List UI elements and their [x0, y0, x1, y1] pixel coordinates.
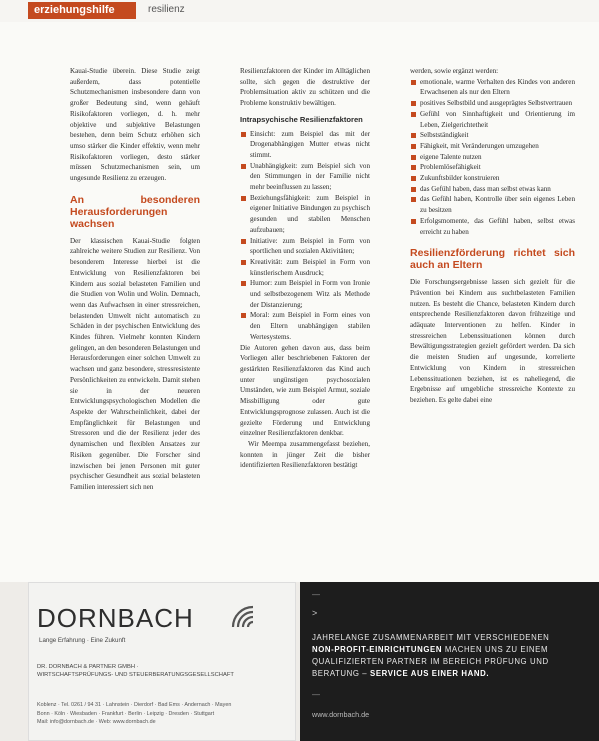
list-item: Fähigkeit, mit Veränderungen umzugehen [410, 141, 575, 152]
list-item: emotionale, warme Verhalten des Kindes von anderen Erwachsenen als nur den Eltern [410, 77, 575, 98]
resilience-factor-list [240, 129, 370, 343]
claim-highlight: NON-PROFIT-EINRICHTUNGEN [312, 645, 443, 654]
list-item: positives Selbstbild und ausgeprägtes Selbstvertrauen [410, 98, 575, 109]
contact-line: Mail: info@dornbach.de · Web: www.dornbach.de [37, 719, 156, 725]
col1-body: Der klassischen Kauai-Studie folgten zahlreiche weitere Studien zur Resilienz. Von besonderem Interesse hierbei ist die Entwicklung von Resilienzfaktoren bei Kindern aus sozial belasteten Familien und die Studien von Wolin und Wolin. Demnach, wenn das Aufwachsen in einer stressreichen, belastenden Umwelt nicht automatisch zu Schäden in der psychischen Entwicklung des Kindes führen. Vielmehr konnten Kindern gelingen, an den besonderen Belastungen und Herausforderungen einer solchen Umwelt zu wachsen und ganz besondere, stressresistente Persönlichkeiten zu entwickeln. Damit stehen sie in der neueren Entwicklungspsychologischen Modellen die Aspekte der Wahrscheinlichkeit, dabei der Empfänglichkeit für Belastungen und Stressoren und die der Resilienz jeder des dynamischen und flexiblen Ansatzes zur Risiken gegenüber. Die Forscher sind inzwischen bei jenen Personen mit guter psychischer Gesundheit aus sozial belasteten Familien interessiert sich nen [70, 236, 201, 491]
list-item: Selbstständigkeit [410, 130, 575, 141]
column-3 [410, 66, 575, 406]
col1-intro: Kauai-Studie überein. Diese Studie zeigt außerdem, dass potentielle Schutzmechanismen insbesondere dann von großer Bedeutung sind, wenn gehäuft Risikofaktoren vorliegen, d. h. mehr objektive und subjektive Belastungen bestehen, denn beim Schutz erhöhen sich umso stärker die Kinder effektiv, wenn mehr Risikofaktoren vorliegen, desto stärker müssen Schutzmechanismen sein, um ungesunde Resilienz zu erzeugen. [70, 67, 200, 183]
list-item: das Gefühl haben, dass man selbst etwas kann [410, 184, 575, 195]
list-item: Initiative: zum Beispiel in Form von sportlichen und sozialen Aktivitäten; [240, 236, 370, 257]
firm-info [37, 663, 234, 679]
contact-block [37, 701, 231, 727]
col2-body-1: Die Autoren gehen davon aus, dass beim Vorliegen aller beschriebenen Faktoren der gestärkten Resilienzfaktoren das Kind auch unter ungünstigen psychosozialen Umständen, wie zum Beispiel Armut, soziale Missbilligung oder gute Entwicklungsprognose zulassen. Auch ist die gezielte Förderung und Entwicklung einzelner Resilienzfaktoren denkbar. [240, 343, 370, 438]
ad-claim-panel [300, 582, 599, 741]
ad-claim [312, 632, 587, 680]
col2-subheading: Intrapsychische Resilienzfaktoren [240, 114, 363, 124]
logo-slogan: Lange Erfahrung · Eine Zukunft [39, 637, 126, 644]
list-item: Moral: zum Beispiel in Form eines von den Eltern unabhängigen stabilen Wertesystems. [240, 310, 370, 342]
list-item: eigene Talente nutzen [410, 152, 575, 163]
claim-text: MACHEN UNS ZU EINEM [442, 645, 549, 654]
claim-highlight: SERVICE AUS EINER HAND. [370, 669, 490, 678]
arrow-right-icon: > [312, 608, 318, 618]
section-label: resilienz [148, 4, 185, 15]
list-item: Zukunftsbilder konstruieren [410, 173, 575, 184]
column-1 [70, 66, 200, 493]
firm-type: WIRTSCHAFTSPRÜFUNGS- UND STEUERBERATUNGSGESELLSCHAFT [37, 672, 234, 678]
col3-heading: Resilienzförderung richtet sich auch an Eltern [410, 247, 575, 272]
website-link[interactable]: www.dornbach.de [312, 710, 370, 719]
col2-intro: Resilienzfaktoren der Kinder im Alltäglichen sollte, sich gegen die destruktive der Problemsituation aktiv zu schützen und die Probleme konstruktiv bewältigen. [240, 67, 370, 108]
col1-heading: An besonderen Herausforderungen wachsen [70, 193, 200, 230]
list-item: Humor: zum Beispiel in Form von Ironie und selbstbezogenem Witz als Methode der Distanzierung; [240, 278, 370, 310]
supplementary-factor-list [410, 77, 575, 238]
list-item: Gefühl von Sinnhaftigkeit und Orientierung im Leben, Zielgerichtetheit [410, 109, 575, 130]
list-item: Problemlösefähigkeit [410, 162, 575, 173]
divider-dash: — [312, 590, 320, 599]
claim-text: JAHRELANGE ZUSAMMENARBEIT MIT VERSCHIEDENEN [312, 633, 550, 642]
list-item: das Gefühl haben, Kontrolle über sein eigenes Leben zu besitzen [410, 194, 575, 215]
list-item: Kreativität: zum Beispiel in Form von künstlerischem Ausdruck; [240, 257, 370, 278]
column-2 [240, 66, 370, 471]
contact-line: Bonn · Köln · Wiesbaden · Frankfurt · Berlin · Leipzig · Dresden · Stuttgart [37, 710, 215, 717]
page-header [0, 0, 599, 22]
col3-body: Die Forschungsergebnisse lassen sich gezielt für die Prävention bei Kindern aus suchtbelasteten Familien nutzen. Es besteht die Chance, belasteten Kindern durch entsprechende Resilienzfaktoren davon frühzeitige und adäquate Interventionen zu helfen. Kinder in stressreichen Lebenssituationen können durch Bewältigungsstrategien gezielt gefördert werden. Da sich die meisten Studien auf ungesunde, korrelierte Entwicklung von Kindern in stressreichen Lebenssituationen beziehen, ist es naheliegend, die Ergebnisse auf umgebliche stressreiche Kontexte zu beziehen. Es gelte dabei eine [410, 278, 575, 404]
dornbach-logo: DORNBACH [37, 603, 194, 633]
logo-arcs-icon [229, 603, 257, 631]
category-tag: erziehungshilfe [28, 2, 136, 19]
claim-text: BERATUNG – [312, 669, 371, 678]
ad-brand-panel [28, 582, 296, 741]
claim-text: QUALIFIZIERTEN PARTNER IM BEREICH PRÜFUNG UND [312, 657, 549, 666]
list-item: Unabhängigkeit: zum Beispiel sich von den Stimmungen in der Familie nicht mehr beeinflussen zu lassen; [240, 161, 370, 193]
col3-intro: werden, sowie ergänzt werden: [410, 67, 499, 75]
list-item: Erfolgsmomente, das Gefühl haben, selbst etwas erreicht zu haben [410, 216, 575, 237]
firm-name: DR. DORNBACH & PARTNER GMBH · [37, 664, 139, 670]
contact-line: Koblenz · Tel. 0261 / 94 31 · Lahnstein · Dierdorf · Bad Ems · Andernach · Mayen [37, 702, 232, 708]
list-item: Beziehungsfähigkeit: zum Beispiel in eigener Initiative Bindungen zu psychisch gesunden und stabilen Menschen aufzubauen; [240, 193, 370, 236]
article-page [0, 22, 599, 582]
list-item: Einsicht: zum Beispiel das mit der Drogenabhängigen Mutter etwas nicht stimmt. [240, 129, 370, 161]
advertisement [0, 582, 599, 741]
divider-dash: — [312, 690, 320, 699]
col2-body-2: Wir Meempa zusammengefasst beziehen, konnten in jünger Zeit die bisher identifizierten Resilienzfaktoren bestätigt [240, 439, 370, 470]
